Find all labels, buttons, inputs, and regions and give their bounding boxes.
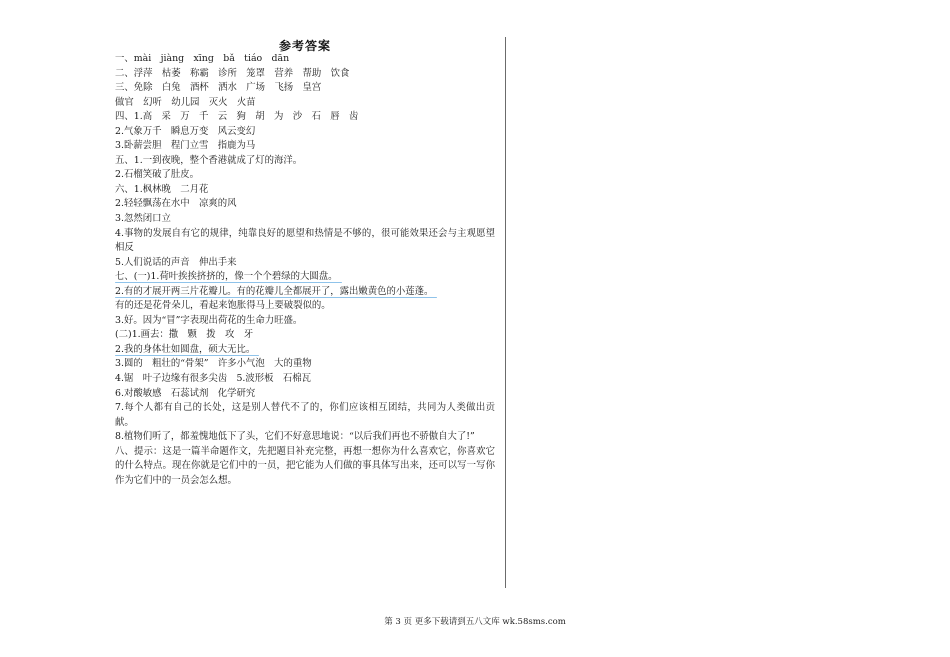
answer-line: 4.锯 叶子边缘有很多尖齿 5.波形板 石棉瓦 [115, 373, 312, 385]
answer-line: 2.轻轻飘荡在水中 凉爽的风 [115, 198, 237, 210]
answer-line: 做官 幻听 幼儿园 灭火 火苗 [115, 96, 256, 108]
answer-line: 3.卧薪尝胆 程门立雪 指鹿为马 [115, 140, 256, 152]
answer-line: 二、浮萍 枯萎 称霸 诊所 笼罩 营养 帮助 饮食 [115, 67, 350, 79]
answer-line: 六、1.枫林晚 二月花 [115, 183, 209, 195]
highlighted-text: 七、(一)1.荷叶挨挨挤挤的，像一个个碧绿的大圆盘。 [115, 271, 338, 283]
highlighted-text: 2.我的身体壮如圆盘，硕大无比。 [115, 343, 256, 355]
answer-line: 四、1.高 采 万 千 云 狗 胡 为 沙 石 唇 齿 [115, 111, 359, 123]
answer-line: 三、免除 白兔 酒杯 洒水 广场 飞扬 皇宫 [115, 82, 322, 94]
answer-line: 5.人们说话的声音 伸出手来 [115, 256, 237, 268]
answer-paragraph: 8.植物们听了，都羞愧地低下了头，它们不好意思地说：“以后我们再也不骄傲自大了!” [115, 431, 475, 443]
answer-line: 有的还是花骨朵儿，看起来饱胀得马上要破裂似的。 [115, 300, 331, 312]
answer-line: (二)1.画去：撒 颗 拨 攻 牙 [115, 329, 254, 341]
answer-line: 3.圆的 粗壮的“骨架” 许多小气泡 大的重物 [115, 358, 312, 370]
answer-line: 2.石榴笑破了肚皮。 [115, 169, 199, 181]
answer-line: 6.对酸敏感 石蕊试剂 化学研究 [115, 387, 256, 399]
page-footer: 第 3 页 更多下载请到五八文库 wk.58sms.com [384, 617, 566, 627]
answer-line: 3.忽然闭口立 [115, 213, 171, 225]
answer-line: 五、1.一到夜晚，整个香港就成了灯的海洋。 [115, 154, 303, 166]
answer-line [115, 285, 495, 300]
answer-line: 2.气象万千 瞬息万变 风云变幻 [115, 125, 256, 137]
answer-paragraph: 7.每个人都有自己的长处，这是别人替代不了的，你们应该相互团结，共同为人类做出贡献。 [115, 402, 495, 428]
answer-paragraph: 八、提示：这是一篇半命题作文，先把题目补充完整，再想一想你为什么喜欢它，你喜欢它的什么特点。现在你就是它们中的一员，把它能为人们做的事具体写出来，还可以写一写你作为它们中的一员会怎么想。 [115, 445, 495, 486]
highlighted-text: 2.有的才展开两三片花瓣儿。有的花瓣儿全都展开了，露出嫩黄色的小莲蓬。 [115, 285, 434, 297]
answer-content [115, 52, 495, 488]
answer-paragraph: 4.事物的发展自有它的规律，纯靠良好的愿望和热情是不够的，很可能效果还会与主观愿望相反 [115, 227, 495, 254]
answer-line [115, 343, 495, 358]
answer-line: 3.好。因为“冒”字表现出荷花的生命力旺盛。 [115, 314, 303, 326]
answer-line [115, 270, 495, 285]
answer-line: 一、mài jiàng xīng bǎ tiáo dān [115, 53, 290, 64]
column-divider [505, 37, 506, 588]
page-title: 参考答案 [278, 39, 331, 53]
